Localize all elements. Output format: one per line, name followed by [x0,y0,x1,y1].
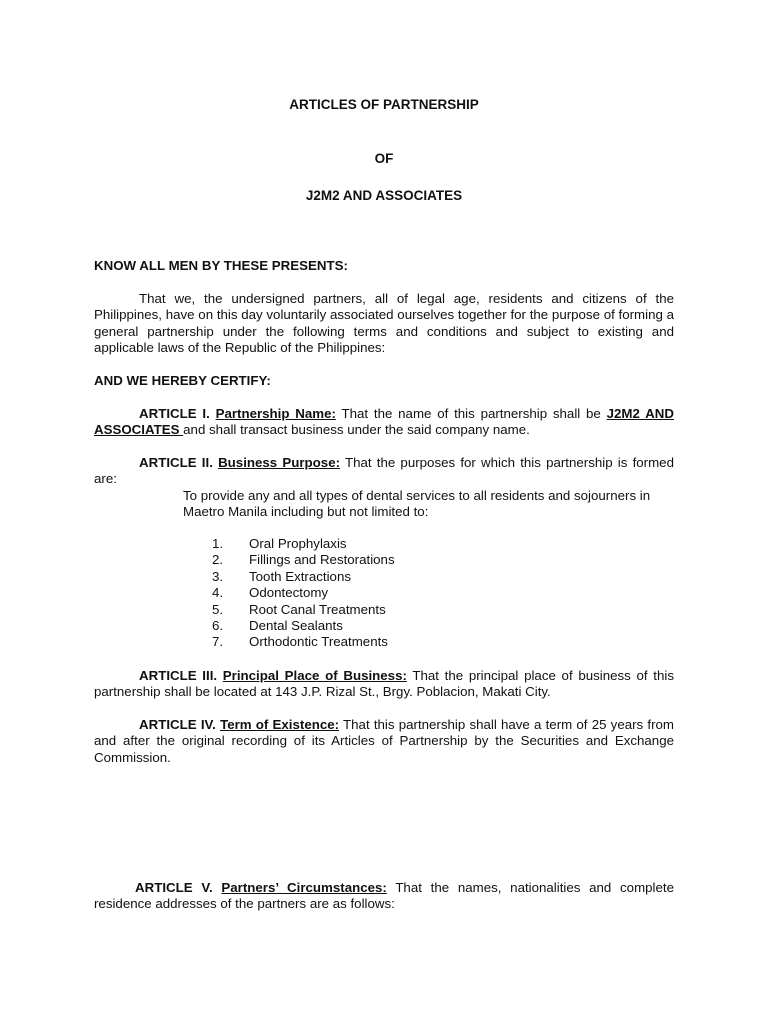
purpose-number: 6. [212,617,224,633]
purpose-number: 2. [212,552,224,568]
purpose-label: Root Canal Treatments [249,601,386,617]
article-1 [94,406,674,439]
article-5-number: ARTICLE V. [135,880,213,895]
purpose-list [212,536,395,651]
purpose-number: 7. [212,634,224,650]
purpose-item [212,602,395,618]
preamble-text: That we, the undersigned partners, all of legal age, residents and citizens of the Philippines, have on this day voluntarily associated ourselves together for the purpose of forming a general partnership under the following terms and conditions and subject to existing and applicable laws of the Republic of the Philippines: [94,291,674,356]
article-5-heading: Partners’ Circumstances: [221,880,387,895]
purpose-number: 5. [212,601,224,617]
article-2-text: That the purposes for which this partnership is formed are: [94,455,674,487]
article-1-heading: Partnership Name: [215,406,336,421]
article-4-text: That this partnership shall have a term of 25 years from and after the original recording of its Articles of Partnership by the Securities and Exchange Commission. [94,717,674,765]
article-2 [94,455,674,488]
article-1-text-b: and shall transact business under the said company name. [183,422,530,438]
document-title: ARTICLES OF PARTNERSHIP [289,97,479,112]
purpose-item [212,536,395,552]
certify-heading: AND WE HEREBY CERTIFY: [94,373,271,388]
purpose-label: Tooth Extractions [249,568,351,584]
article-3 [94,668,674,701]
article-2-purpose-intro: To provide any and all types of dental services to all residents and sojourners in Maetro Manila including but not limited to: [183,488,651,520]
article-3-heading: Principal Place of Business: [222,668,407,683]
preamble-heading: KNOW ALL MEN BY THESE PRESENTS: [94,258,348,273]
purpose-number: 1. [212,536,224,551]
purpose-item [212,634,395,650]
purpose-label: Odontectomy [249,585,329,601]
article-4-number: ARTICLE IV. [139,717,216,732]
purpose-number: 4. [212,585,224,601]
partnership-name-title: J2M2 AND ASSOCIATES [305,188,463,203]
article-1-company-name: J2M2 AND ASSOCIATES [94,406,674,438]
purpose-label: Orthodontic Treatments [249,634,388,650]
article-2-heading: Business Purpose: [218,455,341,470]
article-4-heading: Term of Existence: [220,717,340,732]
article-5-text: That the names, nationalities and complete residence addresses of the partners are as follows: [94,880,674,912]
preamble-paragraph [94,291,674,357]
article-5 [94,880,674,913]
article-4 [94,717,674,766]
title-of: OF [374,151,394,166]
article-3-number: ARTICLE III. [139,668,218,683]
purpose-label: Fillings and Restorations [249,552,395,568]
purpose-item [212,585,395,601]
purpose-item [212,552,395,568]
article-1-number: ARTICLE I. [139,406,210,421]
purpose-label: Oral Prophylaxis [249,536,347,551]
purpose-number: 3. [212,568,224,584]
purpose-item [212,569,395,585]
article-2-number: ARTICLE II. [139,455,213,470]
purpose-item [212,618,395,634]
purpose-label: Dental Sealants [249,617,343,633]
article-3-text: That the principal place of business of this partnership shall be located at 143 J.P. Rizal St., Brgy. Poblacion, Makati City. [94,668,675,700]
article-1-text-a: That the name of this partnership shall be [341,406,601,421]
